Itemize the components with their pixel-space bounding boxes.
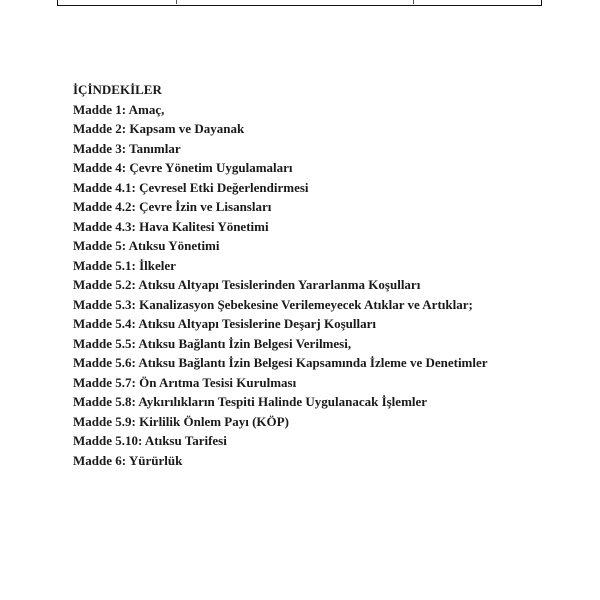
toc-item: Madde 6: Yürürlük — [73, 452, 183, 468]
toc-item: Madde 5.1: İlkeler — [73, 257, 176, 273]
toc-item: Madde 2: Kapsam ve Dayanak — [73, 121, 245, 136]
toc-item: Madde 4.3: Hava Kalitesi Yönetimi — [73, 218, 269, 234]
header-table-divider — [413, 0, 414, 4]
toc-item: Madde 5.2: Atıksu Altyapı Tesislerinden Yararlanma Koşulları — [73, 277, 421, 292]
toc-item: Madde 5.10: Atıksu Tarifesi — [73, 433, 227, 448]
toc-item: Madde 5.6: Atıksu Bağlantı İzin Belgesi Kapsamında İzleme ve Denetimler — [73, 355, 488, 370]
table-of-contents — [73, 80, 543, 470]
toc-item: Madde 4.1: Çevresel Etki Değerlendirmesi — [73, 179, 309, 195]
toc-item: Madde 5.5: Atıksu Bağlantı İzin Belgesi Verilmesi, — [73, 335, 352, 351]
toc-item: Madde 5.7: Ön Arıtma Tesisi Kurulması — [73, 374, 297, 390]
toc-item: Madde 5.3: Kanalizasyon Şebekesine Verilemeyecek Atıklar ve Artıklar; — [73, 296, 473, 312]
toc-item: Madde 5.4: Atıksu Altyapı Tesislerine Deşarj Koşulları — [73, 316, 376, 331]
toc-list — [73, 100, 543, 471]
header-table-frame — [57, 0, 542, 6]
toc-item: Madde 4: Çevre Yönetim Uygulamaları — [73, 160, 293, 175]
toc-item: Madde 5.8: Aykırılıkların Tespiti Halinde Uygulanacak İşlemler — [73, 394, 428, 409]
toc-item: Madde 5.9: Kirlilik Önlem Payı (KÖP) — [73, 413, 289, 429]
toc-item: Madde 3: Tanımlar — [73, 140, 181, 156]
toc-item: Madde 5: Atıksu Yönetimi — [73, 238, 220, 253]
header-table-divider — [176, 0, 177, 4]
toc-item: Madde 1: Amaç, — [73, 101, 165, 117]
toc-title: İÇİNDEKİLER — [73, 82, 162, 97]
toc-item: Madde 4.2: Çevre İzin ve Lisansları — [73, 199, 272, 214]
